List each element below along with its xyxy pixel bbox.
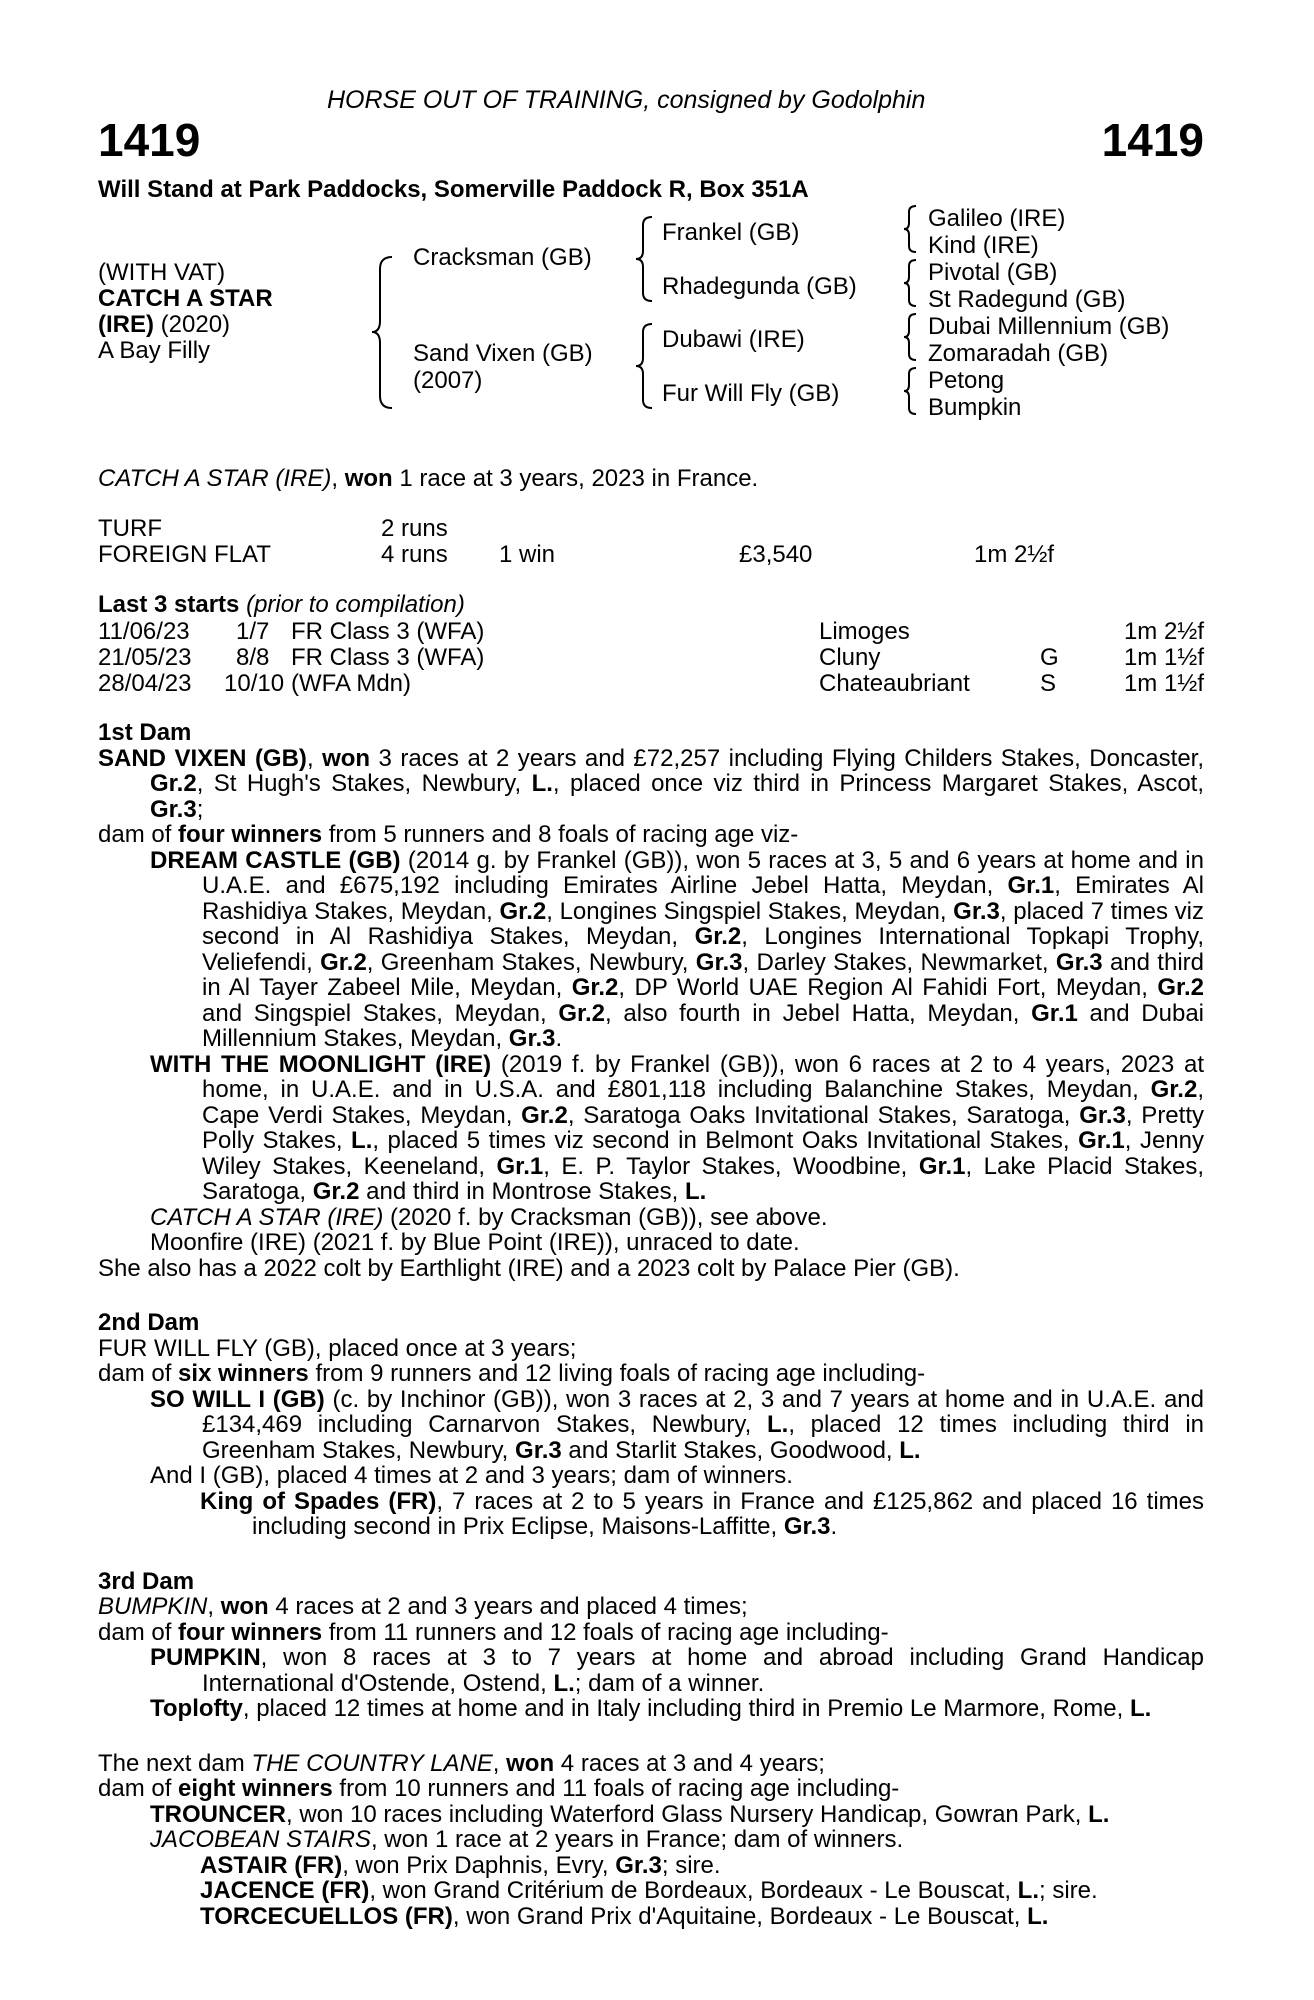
dream-castle-name: DREAM CASTLE (GB): [150, 846, 401, 874]
pedigree-g5: Dubai Millennium (GB): [928, 313, 1170, 340]
pedigree-g8: Bumpkin: [928, 394, 1022, 421]
record-distance-1: 1m 2½f: [974, 541, 1055, 568]
dam1-record: SAND VIXEN (GB), won 3 races at 2 years and £72,257 including Flying Childers Stakes, Doncaster, Gr.2, St Hugh's Stakes, Newbury, L., placed once viz third in Princess Margaret Stakes, Ascot, Gr.3;: [98, 744, 1205, 823]
king-of-spades-name: King of Spades (FR): [200, 1487, 437, 1515]
dam1-damof: [98, 822, 1204, 848]
pedigree-brace-g1: [902, 204, 918, 254]
wm-e: , placed 5 times viz second in Belmont Oaks Invitational Stakes,: [372, 1127, 1079, 1154]
start-distance-2: 1m 1½f: [1123, 670, 1204, 697]
dam2-heading: 2nd Dam: [98, 1309, 200, 1336]
tl-a: , placed 12 times at home and in Italy including third in Premio Le Marmore, Rome,: [242, 1695, 1130, 1722]
wm-c: , Saratoga Oaks Invitational Stakes, Saratoga,: [567, 1101, 1080, 1129]
dam3-damof: [98, 1620, 1204, 1646]
start-date-0: 11/06/23: [98, 618, 190, 645]
pedigree-dam-dam: Fur Will Fly (GB): [662, 380, 840, 407]
dam1-won: won: [322, 744, 371, 772]
horse-description: A Bay Filly: [98, 337, 211, 364]
pedigree-brace-g3: [902, 312, 918, 362]
dc-g1a: Gr.1: [1007, 872, 1055, 899]
wm-l2: L.: [684, 1178, 707, 1205]
start-course-2: Chateaubriant: [819, 670, 970, 697]
record-wins-1: 1 win: [499, 541, 556, 568]
pedigree-sire-dam: Rhadegunda (GB): [662, 273, 857, 300]
last-starts-title: Last 3 starts: [98, 591, 240, 618]
so-will-i-name: SO WILL I (GB): [150, 1385, 325, 1413]
wm-g3: Gr.3: [1079, 1101, 1126, 1129]
dam1-p4: ;: [196, 795, 204, 823]
dc-g3a: Gr.3: [953, 897, 1000, 925]
progeny-with-the-moonlight: [150, 1052, 1204, 1205]
astair-name: ASTAIR (FR): [200, 1851, 343, 1879]
sw-c: and Starlit Stakes, Goodwood,: [561, 1436, 900, 1464]
dam1-p2: , St Hugh's Stakes, Newbury,: [196, 770, 532, 797]
wm-d: , Pretty Polly Stakes,: [202, 1101, 1204, 1154]
dam3-won: won: [220, 1593, 269, 1620]
progeny-and-i: And I (GB), placed 4 times at 2 and 3 years; dam of winners.: [150, 1462, 793, 1489]
start-distance-0: 1m 2½f: [1123, 618, 1204, 645]
dam3-sep: ,: [207, 1593, 221, 1620]
pedigree-brace-sire: [634, 215, 654, 303]
progeny-torcecuellos: [200, 1904, 1204, 1930]
dc-h: and third in Al Tayer Zabeel Mile, Meydan,: [202, 948, 1204, 1001]
tc-a: , won Grand Prix d'Aquitaine, Bordeaux - Le Bouscat,: [452, 1902, 1028, 1930]
dc-g2d: Gr.2: [571, 974, 619, 1001]
dam1-gr2: Gr.2: [150, 770, 197, 797]
wm-g: , E. P. Taylor Stakes, Woodbine,: [543, 1152, 919, 1180]
dam1-p1: 3 races at 2 years and £72,257 including Flying Childers Stakes, Doncaster,: [370, 744, 1205, 772]
record-prize-1: £3,540: [739, 541, 813, 568]
dam4-damof-pre: dam of: [98, 1775, 179, 1802]
dam3-winners: four winners: [178, 1618, 323, 1646]
dam3-name: BUMPKIN: [98, 1593, 208, 1620]
dam3-damof-rest: from 11 runners and 12 foals of racing age including-: [322, 1618, 889, 1646]
pumpkin-name: PUMPKIN: [150, 1644, 261, 1671]
dam1-l: L.: [531, 770, 553, 797]
summary-horse-name: CATCH A STAR (IRE): [98, 465, 332, 492]
start-course-0: Limoges: [819, 618, 910, 645]
pedigree-brace-main: [370, 255, 394, 410]
js-a: , won 1 race at 2 years in France; dam of winners.: [370, 1826, 904, 1853]
summary-sep: ,: [331, 465, 345, 492]
pedigree-sire-sire: Frankel (GB): [662, 219, 800, 246]
dc-g2e: Gr.2: [1157, 974, 1205, 1001]
record-runs-0: 2 runs: [381, 515, 448, 542]
as-a: , won Prix Daphnis, Evry,: [342, 1851, 616, 1879]
pedigree-dam: Sand Vixen (GB): [413, 340, 593, 367]
record-runs-1: 4 runs: [381, 541, 448, 568]
dc-g2a: Gr.2: [499, 897, 547, 925]
dam3-record: [98, 1594, 1204, 1620]
dam1-damof-pre: dam of: [98, 821, 179, 848]
pedigree-brace-g2: [902, 258, 918, 308]
dam1-name: SAND VIXEN (GB): [98, 744, 307, 772]
dc-m: .: [555, 1025, 563, 1052]
ks-b: .: [830, 1513, 838, 1540]
dam1-p3: , placed once viz third in Princess Margaret Stakes, Ascot,: [552, 770, 1204, 797]
progeny-so-will-i: [150, 1387, 1204, 1464]
dam4-rest: 4 races at 3 and 4 years;: [554, 1749, 825, 1777]
horse-year: (2020): [154, 311, 231, 338]
as-b: ; sire.: [661, 1851, 721, 1879]
horse-name-line2: [98, 312, 230, 338]
pk-b: ; dam of a winner.: [574, 1669, 765, 1697]
progeny-trouncer: [150, 1802, 1204, 1828]
last-starts-note: (prior to compilation): [239, 591, 465, 618]
tr-l: L.: [1088, 1800, 1110, 1828]
horse-country: (IRE): [98, 311, 154, 338]
tl-l: L.: [1129, 1695, 1152, 1722]
wm-g2c: Gr.2: [312, 1178, 360, 1205]
dam4-winners: eight winners: [178, 1775, 333, 1802]
pk-l: L.: [553, 1669, 575, 1697]
dc-g2b: Gr.2: [694, 923, 742, 950]
start-race-2: (WFA Mdn): [291, 670, 412, 697]
dam3-rest: 4 races at 2 and 3 years and placed 4 times;: [268, 1593, 748, 1620]
jc-l: L.: [1017, 1877, 1039, 1904]
toplofty-name: Toplofty: [150, 1695, 243, 1722]
dam2-record: FUR WILL FLY (GB), placed once at 3 years;: [98, 1334, 577, 1362]
dc-g1b: Gr.1: [1031, 999, 1078, 1027]
sw-g3: Gr.3: [515, 1436, 562, 1464]
start-pos-2: 10/10: [224, 670, 285, 697]
progeny-dream-castle: [150, 848, 1204, 1052]
torcecuellos-name: TORCECUELLOS (FR): [200, 1902, 453, 1930]
start-going-2: S: [1040, 670, 1057, 697]
pedigree-sire: Cracksman (GB): [413, 244, 592, 271]
horse-name: CATCH A STAR: [98, 285, 273, 312]
dam2-winners: six winners: [178, 1360, 309, 1387]
wm-g2a: Gr.2: [1150, 1076, 1198, 1103]
spacer: [98, 1722, 1204, 1751]
dam2-damof-pre: dam of: [98, 1360, 179, 1387]
dam4-damof-rest: from 10 runners and 11 foals of racing age including-: [332, 1775, 900, 1802]
progeny-jacence: [200, 1878, 1204, 1904]
start-date-2: 28/04/23: [98, 670, 192, 697]
dc-g2f: Gr.2: [558, 999, 606, 1027]
wm-g2b: Gr.2: [521, 1101, 568, 1129]
dam3-heading: 3rd Dam: [98, 1567, 195, 1595]
lot-number-right: 1419: [1101, 114, 1204, 166]
pedigree-brace-g4: [902, 366, 918, 416]
dam4-pre: The next dam: [98, 1749, 252, 1777]
dam1-damof-rest: from 5 runners and 8 foals of racing age viz-: [322, 821, 799, 848]
dc-j: and Singspiel Stakes, Meydan,: [202, 999, 559, 1027]
wm-b: , Cape Verdi Stakes, Meydan,: [202, 1076, 1204, 1129]
dc-b: , Emirates Al Rashidiya Stakes, Meydan,: [202, 872, 1204, 925]
ks-g3: Gr.3: [783, 1513, 831, 1540]
pedigree-g6: Zomaradah (GB): [928, 340, 1109, 367]
progeny-moonfire: Moonfire (IRE) (2021 f. by Blue Point (IRE)), unraced to date.: [150, 1229, 800, 1256]
progeny-catch-a-star: [150, 1205, 1204, 1231]
dc-a: (2014 g. by Frankel (GB)), won 5 races at 3, 5 and 6 years at home and in U.A.E. and £675,192 including Emirates Airline Jebel Hatta, Meydan,: [202, 846, 1204, 899]
spacer: [98, 1540, 1204, 1569]
wm-a: (2019 f. by Frankel (GB)), won 6 races at 2 to 4 years, 2023 at home, in U.A.E. and in U.S.A. and £801,118 including Balanchine Stakes, Meydan,: [202, 1050, 1204, 1103]
stand-line: Will Stand at Park Paddocks, Somerville Paddock R, Box 351A: [98, 176, 809, 203]
dc-k: , also fourth in Jebel Hatta, Meydan,: [605, 999, 1032, 1027]
start-race-0: FR Class 3 (WFA): [291, 618, 485, 645]
record-surface-0: TURF: [98, 515, 162, 542]
dc-d: , placed 7 times viz second in Al Rashidiya Stakes, Meydan,: [202, 897, 1204, 950]
dam2-damof-rest: from 9 runners and 12 living foals of racing age including-: [308, 1360, 926, 1387]
pk-a: , won 8 races at 3 to 7 years at home and abroad including Grand Handicap International d'Ostende, Ostend,: [202, 1644, 1204, 1697]
lot-number-left: 1419: [98, 114, 201, 166]
pedigree-g4: St Radegund (GB): [928, 286, 1126, 313]
dc-g: , Darley Stakes, Newmarket,: [742, 948, 1056, 976]
pedigree-g1: Galileo (IRE): [928, 205, 1066, 232]
jc-b: ; sire.: [1039, 1877, 1098, 1904]
vat-label: (WITH VAT): [98, 259, 226, 286]
dam2-damof: [98, 1361, 1204, 1387]
pedigree-g7: Petong: [928, 367, 1005, 394]
wm-g1c: Gr.1: [918, 1152, 966, 1180]
dam1-gr3: Gr.3: [150, 795, 197, 823]
tr-a: , won 10 races including Waterford Glass Nursery Handicap, Gowran Park,: [286, 1800, 1089, 1828]
wm-f: , Jenny Wiley Stakes, Keeneland,: [202, 1127, 1204, 1180]
consigned-line: HORSE OUT OF TRAINING, consigned by Godolphin: [327, 86, 926, 114]
dam4-sep: ,: [492, 1749, 507, 1777]
with-the-moonlight-name: WITH THE MOONLIGHT (IRE): [150, 1050, 492, 1078]
dc-i: , DP World UAE Region Al Fahidi Fort, Meydan,: [618, 974, 1158, 1001]
dc-l: and Dubai Millennium Stakes, Meydan,: [202, 999, 1204, 1052]
dam1-heading: 1st Dam: [98, 719, 192, 746]
tc-l: L.: [1027, 1902, 1049, 1930]
pedigree-g2: Kind (IRE): [928, 232, 1039, 259]
as-g3: Gr.3: [615, 1851, 662, 1879]
summary-rest: 1 race at 3 years, 2023 in France.: [392, 465, 759, 492]
dc-g3b: Gr.3: [695, 948, 743, 976]
family-section: [98, 720, 1204, 1929]
sw-l2: L.: [899, 1436, 921, 1464]
spacer: [98, 1281, 1204, 1310]
pedigree-g3: Pivotal (GB): [928, 259, 1058, 286]
wm-g1a: Gr.1: [1078, 1127, 1125, 1154]
dam3-damof-pre: dam of: [98, 1618, 179, 1646]
sw-a: (c. by Inchinor (GB)), won 3 races at 2, 3 and 7 years at home and in U.A.E. and £134,469 including Carnarvon Stakes, Newbury,: [202, 1385, 1204, 1438]
dc-g3d: Gr.3: [508, 1025, 556, 1052]
start-going-1: G: [1040, 644, 1059, 671]
dam1-also: She also has a 2022 colt by Earthlight (IRE) and a 2023 colt by Palace Pier (GB).: [98, 1254, 960, 1282]
jc-a: , won Grand Critérium de Bordeaux, Bordeaux - Le Bouscat,: [369, 1877, 1018, 1904]
wm-l1: L.: [351, 1127, 373, 1154]
jacobean-stairs-name: JACOBEAN STAIRS: [150, 1826, 371, 1853]
last-starts-heading: [98, 592, 465, 618]
catch-a-star-name: CATCH A STAR (IRE): [150, 1203, 384, 1231]
trouncer-name: TROUNCER: [150, 1800, 286, 1828]
sw-l1: L.: [766, 1411, 789, 1438]
wm-h: , Lake Placid Stakes, Saratoga,: [202, 1152, 1204, 1205]
progeny-king-of-spades: [200, 1489, 1204, 1540]
progeny-astair: [200, 1853, 1204, 1879]
ks-a: , 7 races at 2 to 5 years in France and £125,862 and placed 16 times including second in Prix Eclipse, Maisons-Laffitte,: [252, 1487, 1204, 1540]
start-race-1: FR Class 3 (WFA): [291, 644, 485, 671]
dc-g2c: Gr.2: [320, 948, 367, 976]
cs-rest: (2020 f. by Cracksman (GB)), see above.: [383, 1203, 828, 1231]
start-pos-0: 1/7: [236, 618, 270, 645]
pedigree-dam-sire: Dubawi (IRE): [662, 326, 805, 353]
wm-i: and third in Montrose Stakes,: [359, 1178, 685, 1205]
dam4-record: [98, 1751, 1204, 1777]
progeny-jacobean-stairs: [150, 1827, 1204, 1853]
progeny-pumpkin: [150, 1645, 1204, 1696]
dam4-won: won: [506, 1749, 555, 1777]
start-course-1: Cluny: [819, 644, 881, 671]
dam1-winners: four winners: [178, 821, 323, 848]
record-surface-1: FOREIGN FLAT: [98, 541, 271, 568]
wm-g1b: Gr.1: [496, 1152, 544, 1180]
sw-b: , placed 12 times including third in Greenham Stakes, Newbury,: [202, 1411, 1204, 1464]
dc-f: , Greenham Stakes, Newbury,: [366, 948, 696, 976]
start-pos-1: 8/8: [236, 644, 270, 671]
start-distance-1: 1m 1½f: [1123, 644, 1204, 671]
pedigree-brace-dam: [634, 322, 654, 410]
race-summary: [98, 466, 758, 492]
dam4-damof: [98, 1776, 1204, 1802]
pedigree-dam-year: (2007): [413, 367, 483, 394]
dc-c: , Longines Singspiel Stakes, Meydan,: [546, 897, 954, 925]
summary-won: won: [344, 465, 393, 492]
progeny-toplofty: [150, 1696, 1204, 1722]
jacence-name: JACENCE (FR): [200, 1877, 370, 1904]
dc-g3c: Gr.3: [1055, 948, 1103, 976]
dam4-name: THE COUNTRY LANE: [251, 1749, 493, 1777]
start-date-1: 21/05/23: [98, 644, 192, 671]
dc-e: , Longines International Topkapi Trophy, Veliefendi,: [202, 923, 1204, 976]
